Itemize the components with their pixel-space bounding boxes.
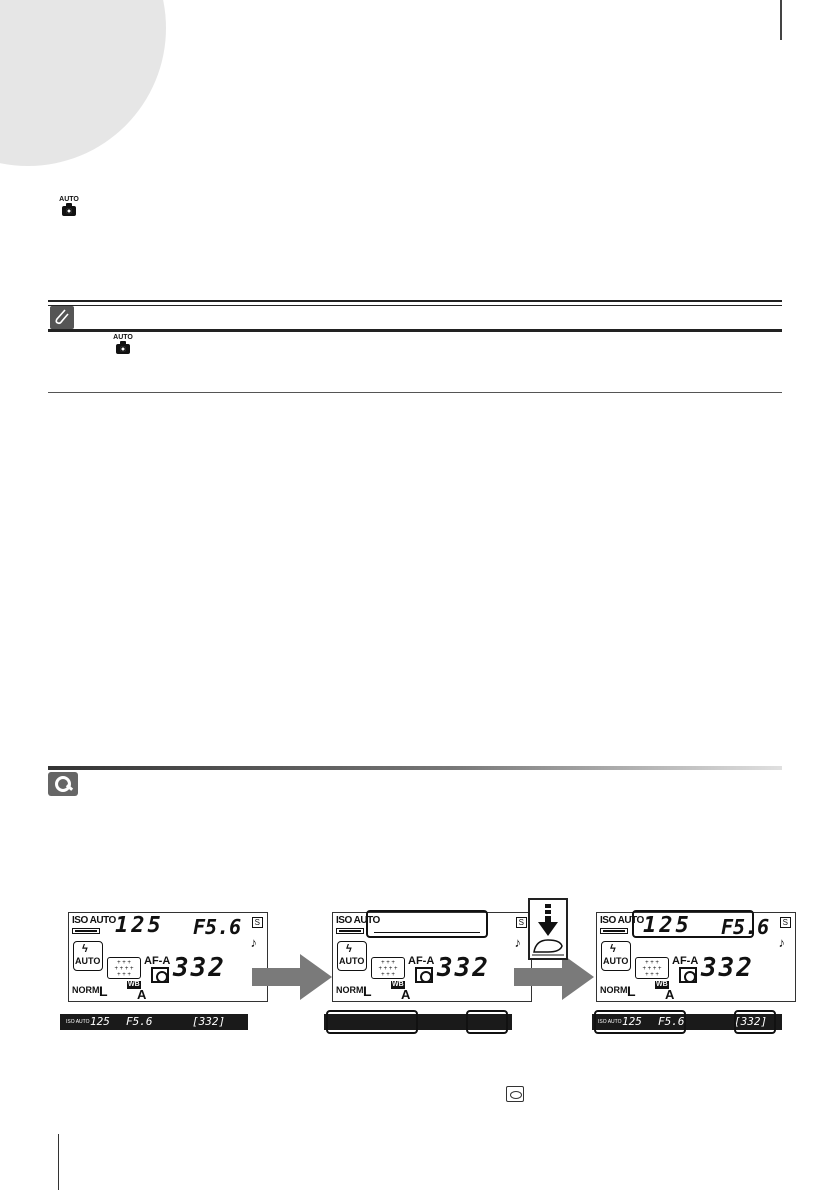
vf-iso: ISO AUTO (598, 1019, 622, 1025)
lcd-panel-before (68, 912, 268, 1002)
highlight-vf-count (466, 1010, 508, 1034)
page-margin-rule (58, 1134, 59, 1190)
lcd-mode-badge: S (780, 917, 791, 928)
lcd-image-size: L (627, 983, 636, 999)
lcd-aperture: F5.6 (721, 915, 770, 939)
beep-note-icon: ♪ (514, 935, 521, 950)
af-area-grid-icon: + + + + + + + + + + (635, 957, 669, 979)
lcd-frame-count: 332 (437, 953, 490, 983)
highlight-vf-exposure-restored (594, 1010, 686, 1034)
highlight-exposure-restored (632, 910, 754, 938)
lcd-af-mode: AF-A (144, 955, 171, 967)
metering-icon (679, 967, 697, 983)
camera-icon (62, 206, 76, 216)
lcd-frame-count: 332 (701, 953, 754, 983)
lcd-aperture: F5.6 (193, 915, 242, 939)
camera-icon (116, 344, 130, 354)
shutter-half-press-illustration (528, 898, 568, 960)
note-rule-top (48, 300, 782, 302)
flash-mode-label: AUTO (75, 956, 101, 966)
flash-icon: ϟ (82, 943, 88, 955)
highlight-blank-exposure (366, 910, 488, 938)
arrow-right-icon (252, 952, 332, 1002)
flash-icon: ϟ (610, 943, 616, 955)
vf-shutter: 125 (622, 1015, 642, 1028)
lcd-af-mode: AF-A (408, 955, 435, 967)
lcd-iso-label: ISO AUTO (336, 915, 380, 926)
lcd-shutter-speed: 125 (643, 913, 692, 938)
battery-icon (600, 928, 628, 934)
lcd-image-quality: NORM (600, 985, 628, 995)
tip-magnifier-icon (48, 772, 78, 796)
vf-aperture: F5.6 (126, 1015, 153, 1028)
vf-frame-count: [332] (192, 1015, 226, 1028)
note-paperclip-icon (50, 306, 74, 329)
lcd-shutter-speed: 125 (115, 913, 164, 938)
beep-note-icon: ♪ (250, 935, 257, 950)
viewfinder-strip-before (60, 1014, 248, 1030)
flash-mode-box (337, 941, 367, 971)
note-rule-bar (48, 329, 782, 332)
lcd-af-mode: AF-A (672, 955, 699, 967)
flash-icon: ϟ (346, 943, 352, 955)
lcd-mode-badge: S (252, 917, 263, 928)
lcd-iso-label: ISO AUTO (72, 915, 116, 926)
tip-gradient-bar (48, 766, 782, 770)
battery-icon (72, 928, 100, 934)
flash-mode-label: AUTO (603, 956, 629, 966)
vf-shutter: 125 (90, 1015, 110, 1028)
lcd-image-size: L (363, 983, 372, 999)
wb-badge: WB (392, 981, 404, 988)
lcd-iso-label: ISO AUTO (600, 915, 644, 926)
metering-icon (151, 967, 169, 983)
beep-note-icon: ♪ (778, 935, 785, 950)
auto-mode-icon-note: AUTO (112, 334, 134, 360)
wb-badge: WB (128, 981, 140, 988)
page-edge-rule (780, 0, 782, 40)
lcd-frame-count: 332 (173, 953, 226, 983)
lcd-image-quality: NORM (72, 985, 100, 995)
lcd-mode-badge: S (516, 917, 527, 928)
wb-badge: WB (656, 981, 668, 988)
af-area-grid-icon: + + + + + + + + + + (107, 957, 141, 979)
note-rule-top-thin (48, 305, 782, 306)
flash-mode-box (601, 941, 631, 971)
highlight-vf-exposure (326, 1010, 418, 1034)
vf-frame-count: [332] (734, 1015, 768, 1028)
lcd-image-quality: NORM (336, 985, 364, 995)
chapter-corner-circle (0, 0, 166, 166)
battery-icon (336, 928, 364, 934)
auto-mode-icon: AUTO (58, 196, 80, 222)
metering-icon (415, 967, 433, 983)
lcd-wb-value: A (665, 987, 675, 1002)
flash-mode-label: AUTO (339, 956, 365, 966)
page-reference-icon (506, 1086, 524, 1102)
vf-iso: ISO AUTO (66, 1019, 90, 1025)
vf-aperture: F5.6 (658, 1015, 685, 1028)
highlight-vf-count-restored (734, 1010, 776, 1034)
flash-mode-box (73, 941, 103, 971)
lcd-image-size: L (99, 983, 108, 999)
lcd-wb-value: A (401, 987, 411, 1002)
lcd-wb-value: A (137, 987, 147, 1002)
note-rule-bottom (48, 392, 782, 393)
af-area-grid-icon: + + + + + + + + + + (371, 957, 405, 979)
